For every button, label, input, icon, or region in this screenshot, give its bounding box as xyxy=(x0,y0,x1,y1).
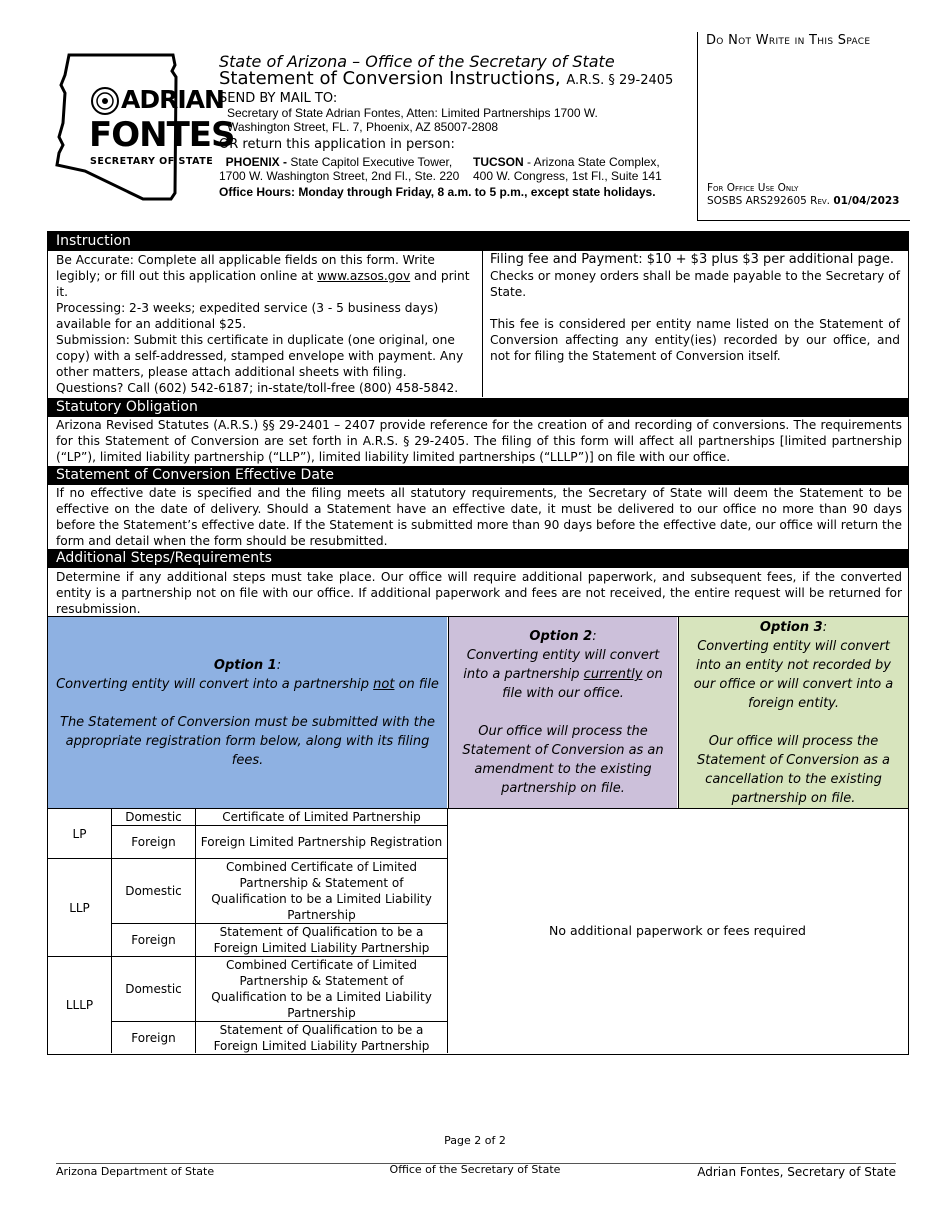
lllp-foreign-label: Foreign xyxy=(131,1030,176,1045)
statutory-heading: Statutory Obligation xyxy=(48,398,908,417)
phoenix-address: PHOENIX - State Capitol Executive Tower, 1700 W. Washington Street, 2nd Fl., Ste. 220 xyxy=(219,155,460,183)
lp-foreign-form: Foreign Limited Partnership Registration xyxy=(200,835,443,849)
llp-foreign-label: Foreign xyxy=(131,933,176,947)
mail-address: Secretary of State Adrian Fontes, Atten: Limited Partnerships 1700 W. Washington Street, FL. 7, Phoenix, AZ 85007-2808 xyxy=(227,106,598,134)
instruction-heading: Instruction xyxy=(48,232,908,251)
submission-text: Submission: Submit this certificate in duplicate (one original, one copy) with a self-addressed, stamped envelope with payment. Any other matters, please attach additional sheets with filing. xyxy=(56,333,464,379)
payable-text: Checks or money orders shall be made payable to the Secretary of State. xyxy=(490,269,900,299)
logo-subtitle: SECRETARY OF STATE xyxy=(90,156,214,167)
instruction-right-column xyxy=(490,252,900,364)
do-not-write-label: Do Not Write in This Space xyxy=(706,33,871,48)
column-divider xyxy=(482,251,483,397)
instruction-left-column xyxy=(56,252,474,396)
filing-fee-text: Filing fee and Payment: $10 + $3 plus $3 per additional page. xyxy=(490,252,895,267)
processing-text: Processing: 2-3 weeks; expedited service (3 - 5 business days) available for an additional $25. xyxy=(56,301,439,331)
footer-right: Adrian Fontes, Secretary of State xyxy=(697,1165,896,1179)
statutory-text: Arizona Revised Statutes (A.R.S.) §§ 29-2401 – 2407 provide reference for the creation of and recording of conversions. The requirements for this Statement of Conversion are set forth in A.R.S. § 29-2405. The filing of this form will affect all partnerships [limited partnership (“LP”), limited liability partnership (“LLP”), limited liability limited partnerships (“LLLP”)] on file with our office. xyxy=(56,418,902,464)
return-in-person-label: OR return this application in person: xyxy=(219,137,455,152)
effective-date-text: If no effective date is specified and the filing meets all statutory requirements, the Secretary of State will deem the Statement to be effective on the date of delivery. Should a Statement have an effective date, it must be delivered to our office no more than 90 days before the Statement’s effective date. If the Statement is submitted more than 90 days before the effective date, our office will return the form and detail when the form should be resubmitted. xyxy=(56,486,902,548)
entity-lllp: LLLP xyxy=(65,998,94,1012)
page-number: Page 2 of 2 xyxy=(444,1134,506,1147)
lllp-domestic-label: Domestic xyxy=(125,982,182,996)
entity-llp: LLP xyxy=(69,900,90,915)
no-additional-paperwork: No additional paperwork or fees required xyxy=(548,923,806,938)
lllp-domestic-form: Combined Certificate of Limited Partnership & Statement of Qualification to be a Limited Liability Partnership xyxy=(211,958,432,1020)
form-title: Statement of Conversion Instructions, A.R.S. § 29-2405 xyxy=(219,68,674,89)
footer-left: Arizona Department of State xyxy=(56,1165,215,1178)
be-accurate-text: Be Accurate: Complete all applicable fields on this form. Write legibly; or fill out this application online at www.azsos.gov and print it. xyxy=(56,253,470,299)
llp-domestic-form: Combined Certificate of Limited Partnership & Statement of Qualification to be a Limited Liability Partnership xyxy=(211,860,432,922)
llp-foreign-form: Statement of Qualification to be a Foreign Limited Liability Partnership xyxy=(213,925,430,955)
office-hours: Office Hours: Monday through Friday, 8 a.m. to 5 p.m., except state holidays. xyxy=(219,185,656,199)
form-code: SOSBS ARS292605 Rev. 01/04/2023 xyxy=(707,195,900,207)
llp-domestic-label: Domestic xyxy=(125,884,182,898)
option-2-box: Option 2: Converting entity will convert into a partnership currently on file with our office. Our office will process the Statement of Conversion as an amendment to the existing partnership on file. xyxy=(448,617,677,808)
lp-domestic-label: Domestic xyxy=(125,810,182,824)
lp-domestic-form: Certificate of Limited Partnership xyxy=(222,810,421,824)
office-use-only-label: For Office Use Only xyxy=(707,182,799,194)
questions-text: Questions? Call (602) 542-6187; in-state/toll-free (800) 458-5842. xyxy=(56,381,459,395)
logo-name-adrian: ADRIAN xyxy=(121,85,224,114)
additional-steps-heading: Additional Steps/Requirements xyxy=(48,549,908,568)
option-1-box: Option 1: Converting entity will convert into a partnership not on file The Statement of Conversion must be submitted with the appropriate registration form below, along with its filing fees. xyxy=(48,617,447,808)
entity-lp: LP xyxy=(72,826,87,841)
additional-steps-text: Determine if any additional steps must take place. Our office will require additional paperwork, and subsequent fees, if the converted entity is a partnership not on file with our office. If additional paperwork and fees are not received, the entire request will be returned for resubmission. xyxy=(56,570,902,616)
effective-date-heading: Statement of Conversion Effective Date xyxy=(48,466,908,485)
fee-note-text: This fee is considered per entity name listed on the Statement of Conversion affecting any entity(ies) recorded by our office, and not for filing the Statement of Conversion itself. xyxy=(490,317,900,363)
lllp-foreign-form: Statement of Qualification to be a Foreign Limited Liability Partnership xyxy=(213,1022,430,1053)
send-by-mail-label: SEND BY MAIL TO: xyxy=(219,91,338,106)
state-office-heading: State of Arizona – Office of the Secretary of State xyxy=(219,52,615,71)
lp-foreign-label: Foreign xyxy=(131,835,176,849)
logo-name-fontes: FONTES xyxy=(89,115,235,155)
footer-center: Office of the Secretary of State xyxy=(389,1163,561,1176)
option-3-box: Option 3: Converting entity will convert into an entity not recorded by our office or will convert into a foreign entity. Our office will process the Statement of Conversion as a cancellation to the existing partnership on file. xyxy=(678,617,908,808)
azsos-link[interactable]: www.azsos.gov xyxy=(317,269,411,283)
tucson-address: TUCSON - Arizona State Complex, 400 W. Congress, 1st Fl., Suite 141 xyxy=(473,155,662,183)
